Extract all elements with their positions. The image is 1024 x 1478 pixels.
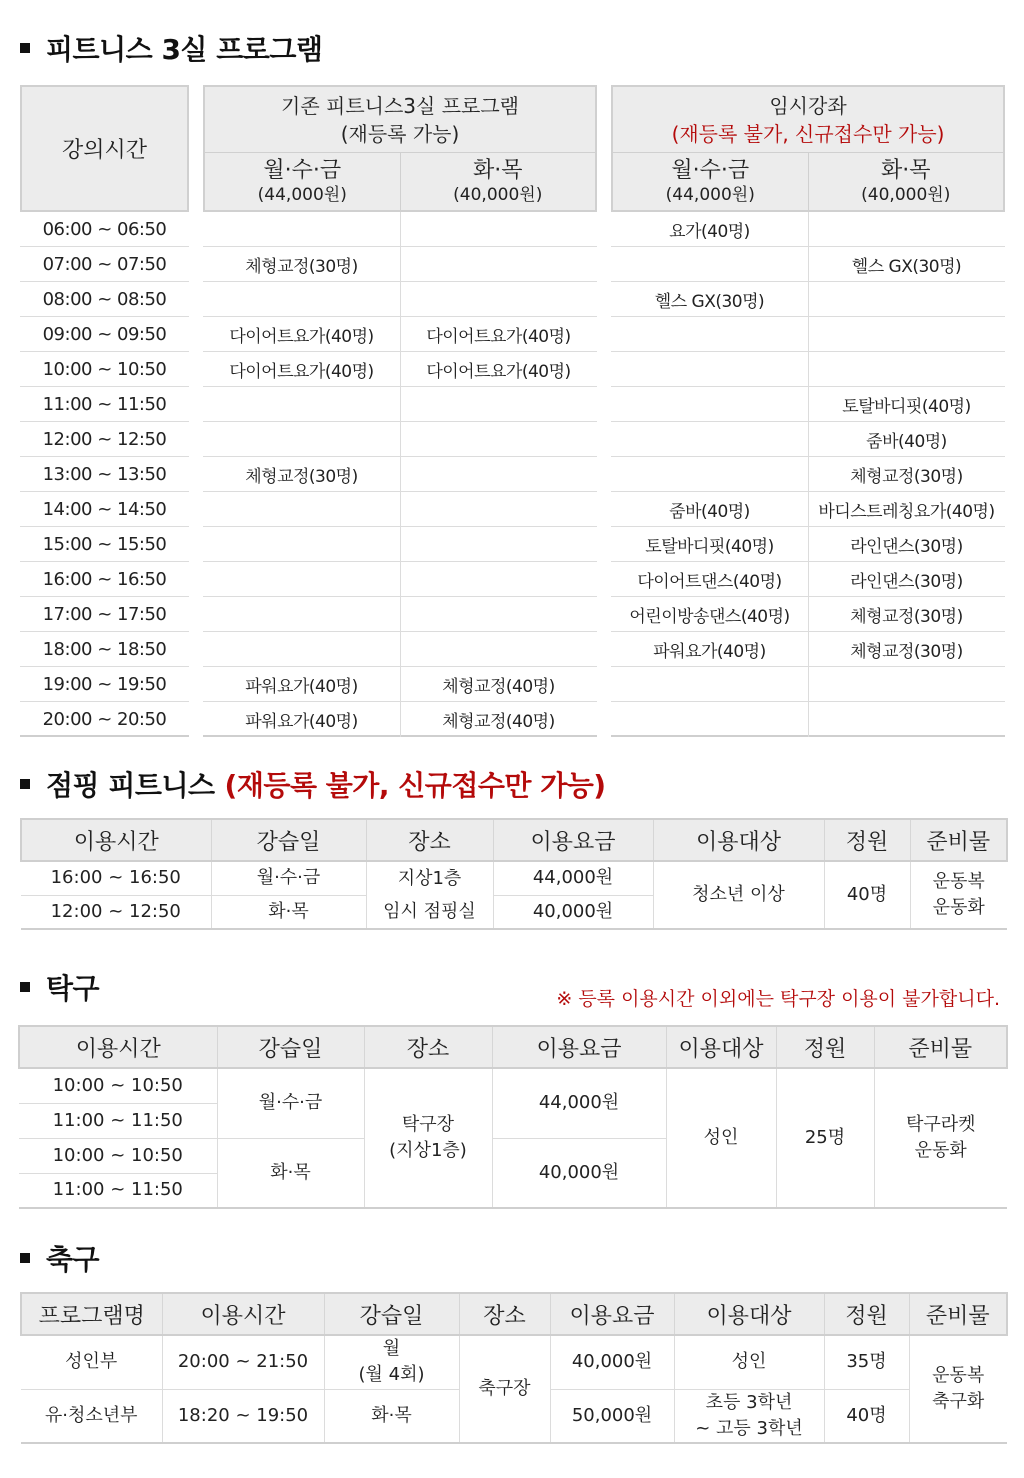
temporary-tt-cell: 라인댄스(30명) bbox=[850, 572, 963, 592]
existing-subtitle: (재등록 가능) bbox=[340, 121, 460, 146]
time-cell: 06:00 ~ 06:50 bbox=[42, 219, 167, 240]
target-cell: 성인 bbox=[666, 1068, 776, 1208]
column-header: 강습일 bbox=[324, 1293, 459, 1335]
place-cell: 탁구장 (지상1층) bbox=[364, 1068, 492, 1208]
time-cell: 17:00 ~ 17:50 bbox=[42, 604, 167, 625]
time-cell: 16:00 ~ 16:50 bbox=[42, 569, 167, 590]
time-cell: 12:00 ~ 12:50 bbox=[42, 429, 167, 450]
column-header: 준비물 bbox=[874, 1026, 1007, 1068]
temporary-tt-cell bbox=[808, 352, 1005, 387]
table-row bbox=[21, 861, 1007, 895]
temporary-mwf-cell: 줌바(40명) bbox=[669, 502, 750, 522]
time-cell: 08:00 ~ 08:50 bbox=[42, 289, 167, 310]
temporary-tt-cell: 체형교정(30명) bbox=[850, 607, 963, 627]
column-header: 강습일 bbox=[217, 1026, 364, 1068]
time-cell: 18:20 ~ 19:50 bbox=[162, 1389, 324, 1443]
temporary-mwf-cell bbox=[611, 667, 808, 702]
time-cell: 12:00 ~ 12:50 bbox=[21, 895, 211, 929]
tabletennis-section-title bbox=[20, 967, 99, 1007]
existing-mwf-cell: 다이어트요가(40명) bbox=[229, 327, 374, 347]
fee-cell: 50,000원 bbox=[550, 1389, 674, 1443]
day-cell: 화·목 bbox=[324, 1389, 459, 1443]
capacity-cell: 40명 bbox=[824, 1389, 909, 1443]
fitness-time-header: 강의시간 bbox=[20, 85, 189, 212]
existing-mwf-cell bbox=[203, 387, 400, 422]
temporary-tt-header: 화·목 (40,000원) bbox=[808, 153, 1004, 210]
existing-tt-cell: 체형교정(40명) bbox=[442, 677, 555, 697]
tabletennis-notice: ※ 등록 이용시간 이외에는 탁구장 이용이 불가합니다. bbox=[556, 988, 1000, 1010]
existing-tt-cell bbox=[400, 422, 597, 457]
temporary-tt-cell: 체형교정(30명) bbox=[850, 467, 963, 487]
prep-cell: 운동복 운동화 bbox=[910, 861, 1007, 929]
tabletennis-title: 탁구 bbox=[46, 972, 100, 1005]
fitness-temporary-header bbox=[611, 85, 1005, 212]
temporary-mwf-cell bbox=[611, 247, 808, 282]
fitness-existing-header bbox=[203, 85, 597, 212]
existing-mwf-cell: 파워요가(40명) bbox=[245, 712, 358, 732]
column-header: 이용대상 bbox=[653, 819, 824, 861]
fitness-section-title bbox=[20, 28, 322, 68]
temporary-mwf-cell bbox=[611, 702, 808, 737]
existing-mwf-cell bbox=[203, 492, 400, 527]
column-divider bbox=[808, 212, 809, 737]
existing-tt-cell bbox=[400, 527, 597, 562]
temporary-tt-cell: 토탈바디핏(40명) bbox=[842, 397, 971, 417]
column-header: 준비물 bbox=[910, 819, 1007, 861]
existing-mwf-cell bbox=[203, 562, 400, 597]
column-divider bbox=[400, 212, 401, 737]
temporary-mwf-cell: 어린이방송댄스(40명) bbox=[629, 607, 790, 627]
column-header: 정원 bbox=[824, 1293, 909, 1335]
existing-tt-cell bbox=[400, 632, 597, 667]
column-header: 장소 bbox=[459, 1293, 550, 1335]
program-name-cell: 유·청소년부 bbox=[21, 1389, 162, 1443]
existing-tt-cell bbox=[400, 457, 597, 492]
jumping-section-title bbox=[20, 764, 606, 804]
time-cell: 11:00 ~ 11:50 bbox=[42, 394, 167, 415]
time-cell: 11:00 ~ 11:50 bbox=[19, 1173, 217, 1208]
column-header: 강습일 bbox=[211, 819, 366, 861]
temporary-tt-cell: 줌바(40명) bbox=[866, 432, 947, 452]
existing-mwf-cell: 파워요가(40명) bbox=[245, 677, 358, 697]
day-cell: 화·목 bbox=[217, 1138, 364, 1208]
temporary-tt-cell: 체형교정(30명) bbox=[850, 642, 963, 662]
target-cell: 청소년 이상 bbox=[653, 861, 824, 929]
place-cell: 축구장 bbox=[459, 1335, 550, 1443]
column-header: 준비물 bbox=[909, 1293, 1007, 1335]
time-cell: 09:00 ~ 09:50 bbox=[42, 324, 167, 345]
time-cell: 15:00 ~ 15:50 bbox=[42, 534, 167, 555]
temporary-mwf-cell: 파워요가(40명) bbox=[653, 642, 766, 662]
table-header-row bbox=[21, 1293, 1007, 1335]
temporary-mwf-header: 월·수·금 (44,000원) bbox=[665, 157, 755, 205]
temporary-mwf-cell bbox=[611, 352, 808, 387]
column-header: 정원 bbox=[776, 1026, 874, 1068]
temporary-mwf-cell: 토탈바디핏(40명) bbox=[645, 537, 774, 557]
existing-tt-cell: 다이어트요가(40명) bbox=[426, 362, 571, 382]
capacity-cell: 35명 bbox=[824, 1335, 909, 1389]
time-cell: 10:00 ~ 10:50 bbox=[42, 359, 167, 380]
existing-tt-cell bbox=[400, 282, 597, 317]
place-cell: 지상1층 bbox=[366, 861, 493, 895]
day-cell: 월 (월 4회) bbox=[324, 1335, 459, 1389]
square-bullet-icon bbox=[20, 982, 30, 992]
temporary-mwf-cell bbox=[611, 387, 808, 422]
column-header: 이용시간 bbox=[19, 1026, 217, 1068]
fitness-title: 피트니스 3실 프로그램 bbox=[46, 33, 323, 66]
temporary-tt-cell bbox=[808, 317, 1005, 352]
time-cell: 14:00 ~ 14:50 bbox=[42, 499, 167, 520]
table-header-row bbox=[19, 1026, 1007, 1068]
existing-tt-cell bbox=[400, 387, 597, 422]
soccer-title: 축구 bbox=[46, 1243, 100, 1276]
existing-mwf-cell: 체형교정(30명) bbox=[245, 467, 358, 487]
existing-tt-cell: 체형교정(40명) bbox=[442, 712, 555, 732]
existing-mwf-cell bbox=[203, 597, 400, 632]
program-name-cell: 성인부 bbox=[21, 1335, 162, 1389]
table-row bbox=[21, 1335, 1007, 1389]
fee-cell: 40,000원 bbox=[492, 1138, 666, 1208]
existing-tt-cell bbox=[400, 247, 597, 282]
existing-tt-cell: 다이어트요가(40명) bbox=[426, 327, 571, 347]
fee-cell: 44,000원 bbox=[493, 861, 653, 895]
temporary-tt-cell bbox=[808, 282, 1005, 317]
existing-mwf-cell: 체형교정(30명) bbox=[245, 257, 358, 277]
table-header-row bbox=[21, 819, 1007, 861]
time-cell: 20:00 ~ 21:50 bbox=[162, 1335, 324, 1389]
jumping-title: 점핑 피트니스 bbox=[46, 769, 215, 802]
existing-mwf-cell bbox=[203, 282, 400, 317]
capacity-cell: 40명 bbox=[824, 861, 910, 929]
existing-mwf-cell bbox=[203, 527, 400, 562]
target-cell: 성인 bbox=[674, 1335, 824, 1389]
temporary-tt-cell bbox=[808, 212, 1005, 247]
column-header: 이용대상 bbox=[666, 1026, 776, 1068]
day-cell: 월·수·금 bbox=[211, 861, 366, 895]
tabletennis-table bbox=[18, 1025, 1008, 1209]
temporary-mwf-cell: 헬스 GX(30명) bbox=[654, 292, 765, 312]
column-header: 이용요금 bbox=[492, 1026, 666, 1068]
temporary-tt-cell: 바디스트레칭요가(40명) bbox=[818, 502, 995, 522]
temporary-mwf-cell bbox=[611, 422, 808, 457]
time-cell: 07:00 ~ 07:50 bbox=[42, 254, 167, 275]
fee-cell: 40,000원 bbox=[550, 1335, 674, 1389]
time-cell: 10:00 ~ 10:50 bbox=[19, 1068, 217, 1103]
column-header: 장소 bbox=[364, 1026, 492, 1068]
temporary-mwf-cell: 다이어트댄스(40명) bbox=[637, 572, 782, 592]
existing-tt-cell bbox=[400, 562, 597, 597]
temporary-tt-cell bbox=[808, 702, 1005, 737]
time-cell: 13:00 ~ 13:50 bbox=[42, 464, 167, 485]
column-header: 이용대상 bbox=[674, 1293, 824, 1335]
temporary-tt-cell: 헬스 GX(30명) bbox=[851, 257, 962, 277]
temporary-tt-cell: 라인댄스(30명) bbox=[850, 537, 963, 557]
temporary-mwf-cell bbox=[611, 457, 808, 492]
prep-cell: 탁구라켓 운동화 bbox=[874, 1068, 1007, 1208]
time-cell: 20:00 ~ 20:50 bbox=[42, 709, 167, 730]
existing-tt-cell bbox=[400, 212, 597, 247]
existing-title: 기존 피트니스3실 프로그램 bbox=[281, 93, 519, 118]
fee-cell: 40,000원 bbox=[493, 895, 653, 929]
existing-mwf-cell: 다이어트요가(40명) bbox=[229, 362, 374, 382]
soccer-table bbox=[20, 1292, 1008, 1444]
column-header: 장소 bbox=[366, 819, 493, 861]
time-cell: 18:00 ~ 18:50 bbox=[42, 639, 167, 660]
existing-mwf-cell bbox=[203, 632, 400, 667]
jumping-title-note: (재등록 불가, 신규접수만 가능) bbox=[224, 769, 606, 802]
day-cell: 화·목 bbox=[211, 895, 366, 929]
temporary-tt-cell bbox=[808, 667, 1005, 702]
existing-tt-cell bbox=[400, 492, 597, 527]
column-header: 이용요금 bbox=[493, 819, 653, 861]
table-row bbox=[19, 1068, 1007, 1103]
time-cell: 16:00 ~ 16:50 bbox=[21, 861, 211, 895]
square-bullet-icon bbox=[20, 43, 30, 53]
column-header: 이용요금 bbox=[550, 1293, 674, 1335]
existing-mwf-header: 월·수·금 (44,000원) bbox=[257, 157, 347, 205]
time-cell: 11:00 ~ 11:50 bbox=[19, 1103, 217, 1138]
existing-mwf-cell bbox=[203, 422, 400, 457]
column-header: 이용시간 bbox=[162, 1293, 324, 1335]
temporary-title: 임시강좌 bbox=[769, 93, 847, 118]
time-cell: 10:00 ~ 10:50 bbox=[19, 1138, 217, 1173]
square-bullet-icon bbox=[20, 779, 30, 789]
temporary-mwf-cell bbox=[611, 317, 808, 352]
temporary-mwf-cell: 요가(40명) bbox=[669, 222, 750, 242]
column-header: 정원 bbox=[824, 819, 910, 861]
column-header: 프로그램명 bbox=[21, 1293, 162, 1335]
day-cell: 월·수·금 bbox=[217, 1068, 364, 1138]
square-bullet-icon bbox=[20, 1253, 30, 1263]
jumping-table bbox=[20, 818, 1008, 930]
target-cell: 초등 3학년 ~ 고등 3학년 bbox=[674, 1389, 824, 1443]
soccer-section-title bbox=[20, 1238, 99, 1278]
temporary-subtitle: (재등록 불가, 신규접수만 가능) bbox=[671, 121, 945, 146]
fee-cell: 44,000원 bbox=[492, 1068, 666, 1138]
prep-cell: 운동복 축구화 bbox=[909, 1335, 1007, 1443]
column-header: 이용시간 bbox=[21, 819, 211, 861]
capacity-cell: 25명 bbox=[776, 1068, 874, 1208]
existing-tt-header: 화·목 (40,000원) bbox=[400, 153, 596, 210]
existing-mwf-cell bbox=[203, 212, 400, 247]
existing-tt-cell bbox=[400, 597, 597, 632]
time-cell: 19:00 ~ 19:50 bbox=[42, 674, 167, 695]
place-cell: 임시 점핑실 bbox=[366, 895, 493, 929]
